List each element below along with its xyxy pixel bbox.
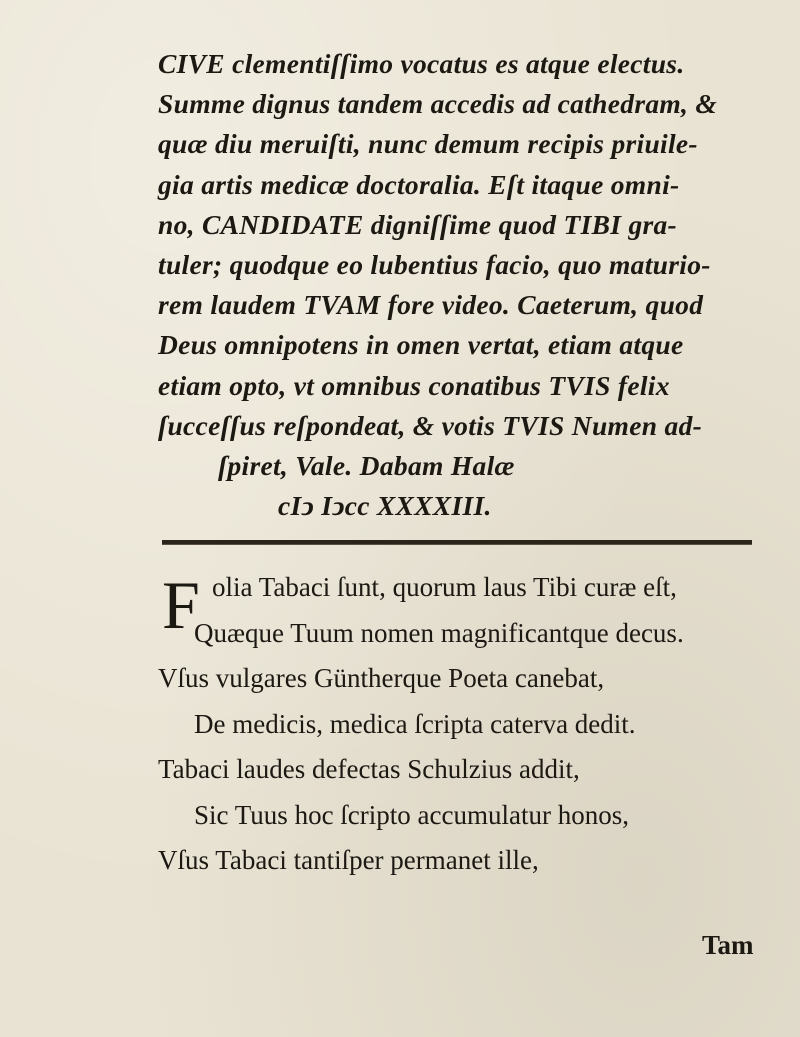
dedication-line: no, CANDIDATE digniſſime quod TIBI gra- <box>158 208 677 240</box>
dedication-line: ſucceſſus reſpondeat, & votis TVIS Numen ad- <box>158 409 703 441</box>
dedication-text <box>158 44 758 526</box>
poem-verse: Tabaci laudes defectas Schulzius addit, <box>158 754 580 784</box>
dedication-line: CIVE clementiſſimo vocatus es atque electus. <box>158 48 685 79</box>
dedication-line: etiam opto, vt omnibus conatibus TVIS felix <box>158 369 670 401</box>
poem-verse: De medicis, medica ſcripta caterva dedit. <box>194 708 636 739</box>
poem-verse: olia Tabaci ſunt, quorum laus Tibi curæ eſt, <box>212 572 677 602</box>
poem-verse: Vſus Tabaci tantiſper permanet ille, <box>158 845 539 875</box>
dedication-line: Summe dignus tandem accedis ad cathedram, & <box>158 88 718 120</box>
drop-cap: F <box>162 567 200 643</box>
poem-verse: Vſus vulgares Güntherque Poeta canebat, <box>158 663 605 693</box>
dedication-line: tuler; quodque eo lubentius facio, quo maturio- <box>158 248 711 280</box>
date-line: cIↄ Iↄcc XXXXIII. <box>278 490 492 522</box>
dedication-line: rem laudem TVAM fore video. Caeterum, quod <box>158 289 704 321</box>
dedication-line: quæ diu meruiſti, nunc demum recipis priuile- <box>158 128 698 160</box>
poem-verse: Sic Tuus hoc ſcripto accumulatur honos, <box>194 799 629 830</box>
dedication-line: Deus omnipotens in omen vertat, etiam atque <box>158 329 684 361</box>
poem-verse: Quæque Tuum nomen magnificantque decus. <box>194 617 684 648</box>
catchword: Tam <box>702 930 754 960</box>
poem <box>158 565 768 884</box>
section-divider <box>162 540 752 545</box>
dedication-line: gia artis medicæ doctoralia. Eſt itaque omni- <box>158 168 680 200</box>
dedication-line: ſpiret, Vale. Dabam Halæ <box>218 449 515 481</box>
